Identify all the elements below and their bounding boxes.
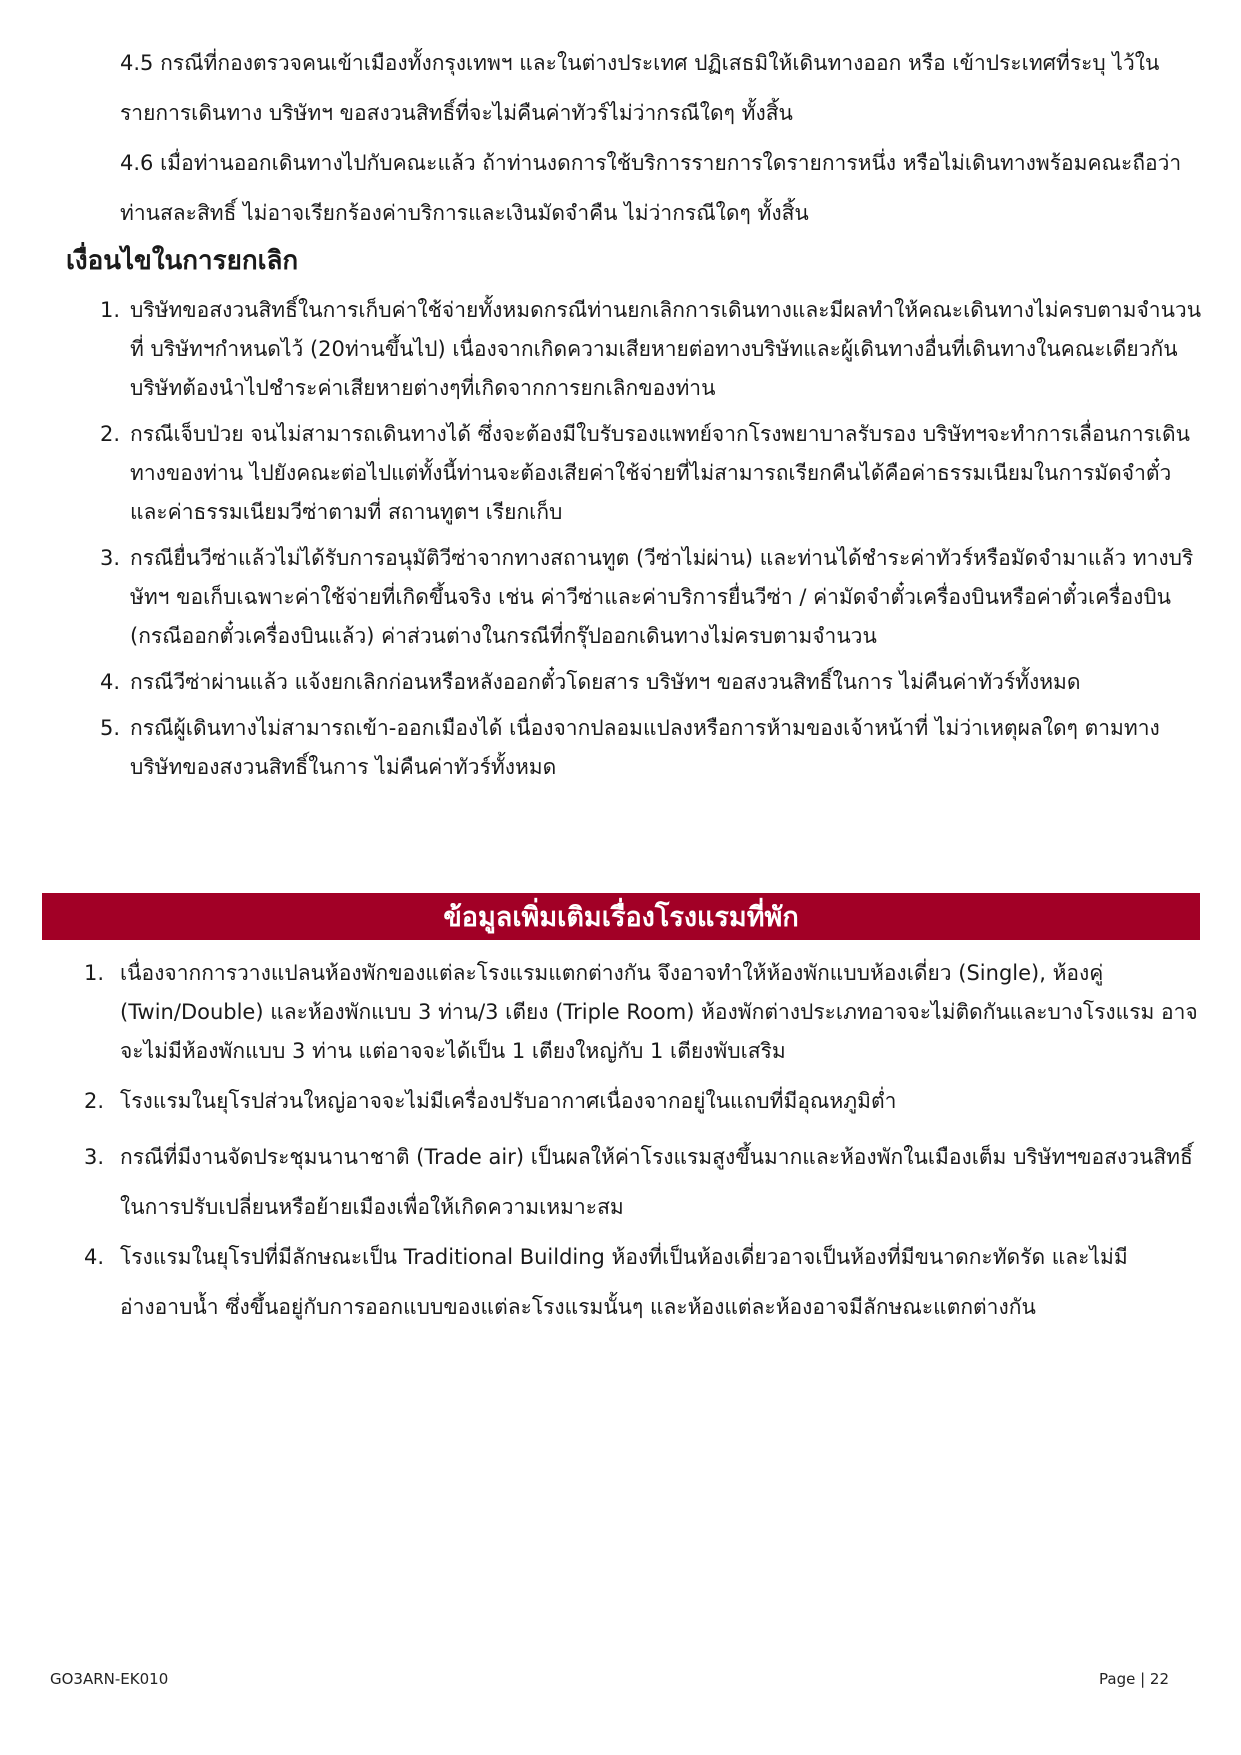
list-text: โรงแรมในยุโรปส่วนใหญ่อาจจะไม่มีเครื่องปรับอากาศเนื่องจากอยู่ในแถบที่มีอุณหภูมิต่ำ (120, 1089, 897, 1113)
list-number: 1. (84, 961, 105, 985)
list-number: 4. (84, 1245, 105, 1269)
cancellation-heading: เงื่อนไขในการยกเลิก (66, 246, 299, 276)
clause-4-5: 4.5 กรณีที่กองตรวจคนเข้าเมืองทั้งกรุงเทพฯ และในต่างประเทศ ปฏิเสธมิให้เดินทางออก หรือ เข้าประเทศที่ระบุ ไว้ในรายการเดินทาง บริษัทฯ ขอสงวนสิทธิ์ที่จะไม่คืนค่าทัวร์ไม่ว่ากรณีใดๆ ทั้งสิ้น (120, 51, 1160, 125)
list-number: 4. (100, 670, 121, 694)
list-number: 5. (100, 716, 121, 740)
list-text: กรณียื่นวีซ่าแล้วไม่ได้รับการอนุมัติวีซ่าจากทางสถานทูต (วีซ่าไม่ผ่าน) และท่านได้ชำระค่าทัวร์หรือมัดจำมาแล้ว ทางบริษัทฯ ขอเก็บเฉพาะค่าใช้จ่ายที่เกิดขึ้นจริง เช่น ค่าวีซ่าและค่าบริการยื่นวีซ่า / ค่ามัดจำตั๋วเครื่องบินหรือค่าตั๋วเครื่องบิน (กรณีออกตั๋วเครื่องบินแล้ว) ค่าส่วนต่างในกรณีที่กรุ๊ปออกเดินทางไม่ครบตามจำนวน (130, 546, 1194, 648)
hotel-section-banner (42, 893, 1200, 940)
list-item (100, 415, 1205, 532)
list-item (84, 1132, 1205, 1232)
list-text: เนื่องจากการวางแปลนห้องพักของแต่ละโรงแรมแตกต่างกัน จึงอาจทำให้ห้องพักแบบห้องเดี่ยว (Single), ห้องคู่ (Twin/Double) และห้องพักแบบ 3 ท่าน/3 เตียง (Triple Room) ห้องพักต่างประเภทอาจจะไม่ติดกันและบางโรงแรม อาจจะไม่มีห้องพักแบบ 3 ท่าน แต่อาจจะได้เป็น 1 เตียงใหญ่กับ 1 เตียงพับเสริม (120, 961, 1198, 1063)
list-item (84, 1082, 1205, 1121)
list-number: 2. (100, 422, 121, 446)
list-text: บริษัทขอสงวนสิทธิ์ในการเก็บค่าใช้จ่ายทั้งหมดกรณีท่านยกเลิกการเดินทางและมีผลทำให้คณะเดินทางไม่ครบตามจำนวนที่ บริษัทฯกำหนดไว้ (20ท่านขึ้นไป) เนื่องจากเกิดความเสียหายต่อทางบริษัทและผู้เดินทางอื่นที่เดินทางในคณะเดียวกันบริษัทต้องนำไปชำระค่าเสียหายต่างๆที่เกิดจากการยกเลิกของท่าน (130, 298, 1202, 400)
footer-document-code: GO3ARN-EK010 (50, 1670, 169, 1688)
list-item (100, 539, 1205, 656)
list-number: 3. (84, 1145, 105, 1169)
list-item (84, 1232, 1205, 1332)
list-item (100, 291, 1205, 408)
list-item (100, 709, 1205, 787)
list-number: 3. (100, 546, 121, 570)
list-number: 2. (84, 1089, 105, 1113)
footer-page-number: Page | 22 (1099, 1670, 1169, 1688)
list-text: กรณีวีซ่าผ่านแล้ว แจ้งยกเลิกก่อนหรือหลังออกตั๋วโดยสาร บริษัทฯ ขอสงวนสิทธิ์ในการ ไม่คืนค่าทัวร์ทั้งหมด (130, 670, 1081, 694)
list-text: โรงแรมในยุโรปที่มีลักษณะเป็น Traditional Building ห้องที่เป็นห้องเดี่ยวอาจเป็นห้องที่มีขนาดกะทัดรัด และไม่มีอ่างอาบน้ำ ซึ่งขึ้นอยู่กับการออกแบบของแต่ละโรงแรมนั้นๆ และห้องแต่ละห้องอาจมีลักษณะแตกต่างกัน (120, 1245, 1128, 1319)
list-text: กรณีที่มีงานจัดประชุมนานาชาติ (Trade air) เป็นผลให้ค่าโรงแรมสูงขึ้นมากและห้องพักในเมืองเต็ม บริษัทฯขอสงวนสิทธิ์ในการปรับเปลี่ยนหรือย้ายเมืองเพื่อให้เกิดความเหมาะสม (120, 1145, 1193, 1219)
hotel-info-list (84, 954, 1205, 1332)
list-text: กรณีผู้เดินทางไม่สามารถเข้า-ออกเมืองได้ เนื่องจากปลอมแปลงหรือการห้ามของเจ้าหน้าที่ ไม่ว่าเหตุผลใดๆ ตามทางบริษัทของสงวนสิทธิ์ในการ ไม่คืนค่าทัวร์ทั้งหมด (130, 716, 1160, 779)
cancellation-list (100, 291, 1205, 794)
hotel-section-title: ข้อมูลเพิ่มเติมเรื่องโรงแรมที่พัก (443, 902, 799, 933)
list-item (84, 954, 1205, 1071)
clause-4-6: 4.6 เมื่อท่านออกเดินทางไปกับคณะแล้ว ถ้าท่านงดการใช้บริการรายการใดรายการหนึ่ง หรือไม่เดินทางพร้อมคณะถือว่าท่านสละสิทธิ์ ไม่อาจเรียกร้องค่าบริการและเงินมัดจำคืน ไม่ว่ากรณีใดๆ ทั้งสิ้น (120, 151, 1182, 225)
list-text: กรณีเจ็บป่วย จนไม่สามารถเดินทางได้ ซึ่งจะต้องมีใบรับรองแพทย์จากโรงพยาบาลรับรอง บริษัทฯจะทำการเลื่อนการเดินทางของท่าน ไปยังคณะต่อไปแต่ทั้งนี้ท่านจะต้องเสียค่าใช้จ่ายที่ไม่สามารถเรียกคืนได้คือค่าธรรมเนียมในการมัดจำตั๋ว และค่าธรรมเนียมวีซ่าตามที่ สถานทูตฯ เรียกเก็บ (130, 422, 1190, 524)
list-number: 1. (100, 298, 121, 322)
list-item (100, 663, 1205, 702)
